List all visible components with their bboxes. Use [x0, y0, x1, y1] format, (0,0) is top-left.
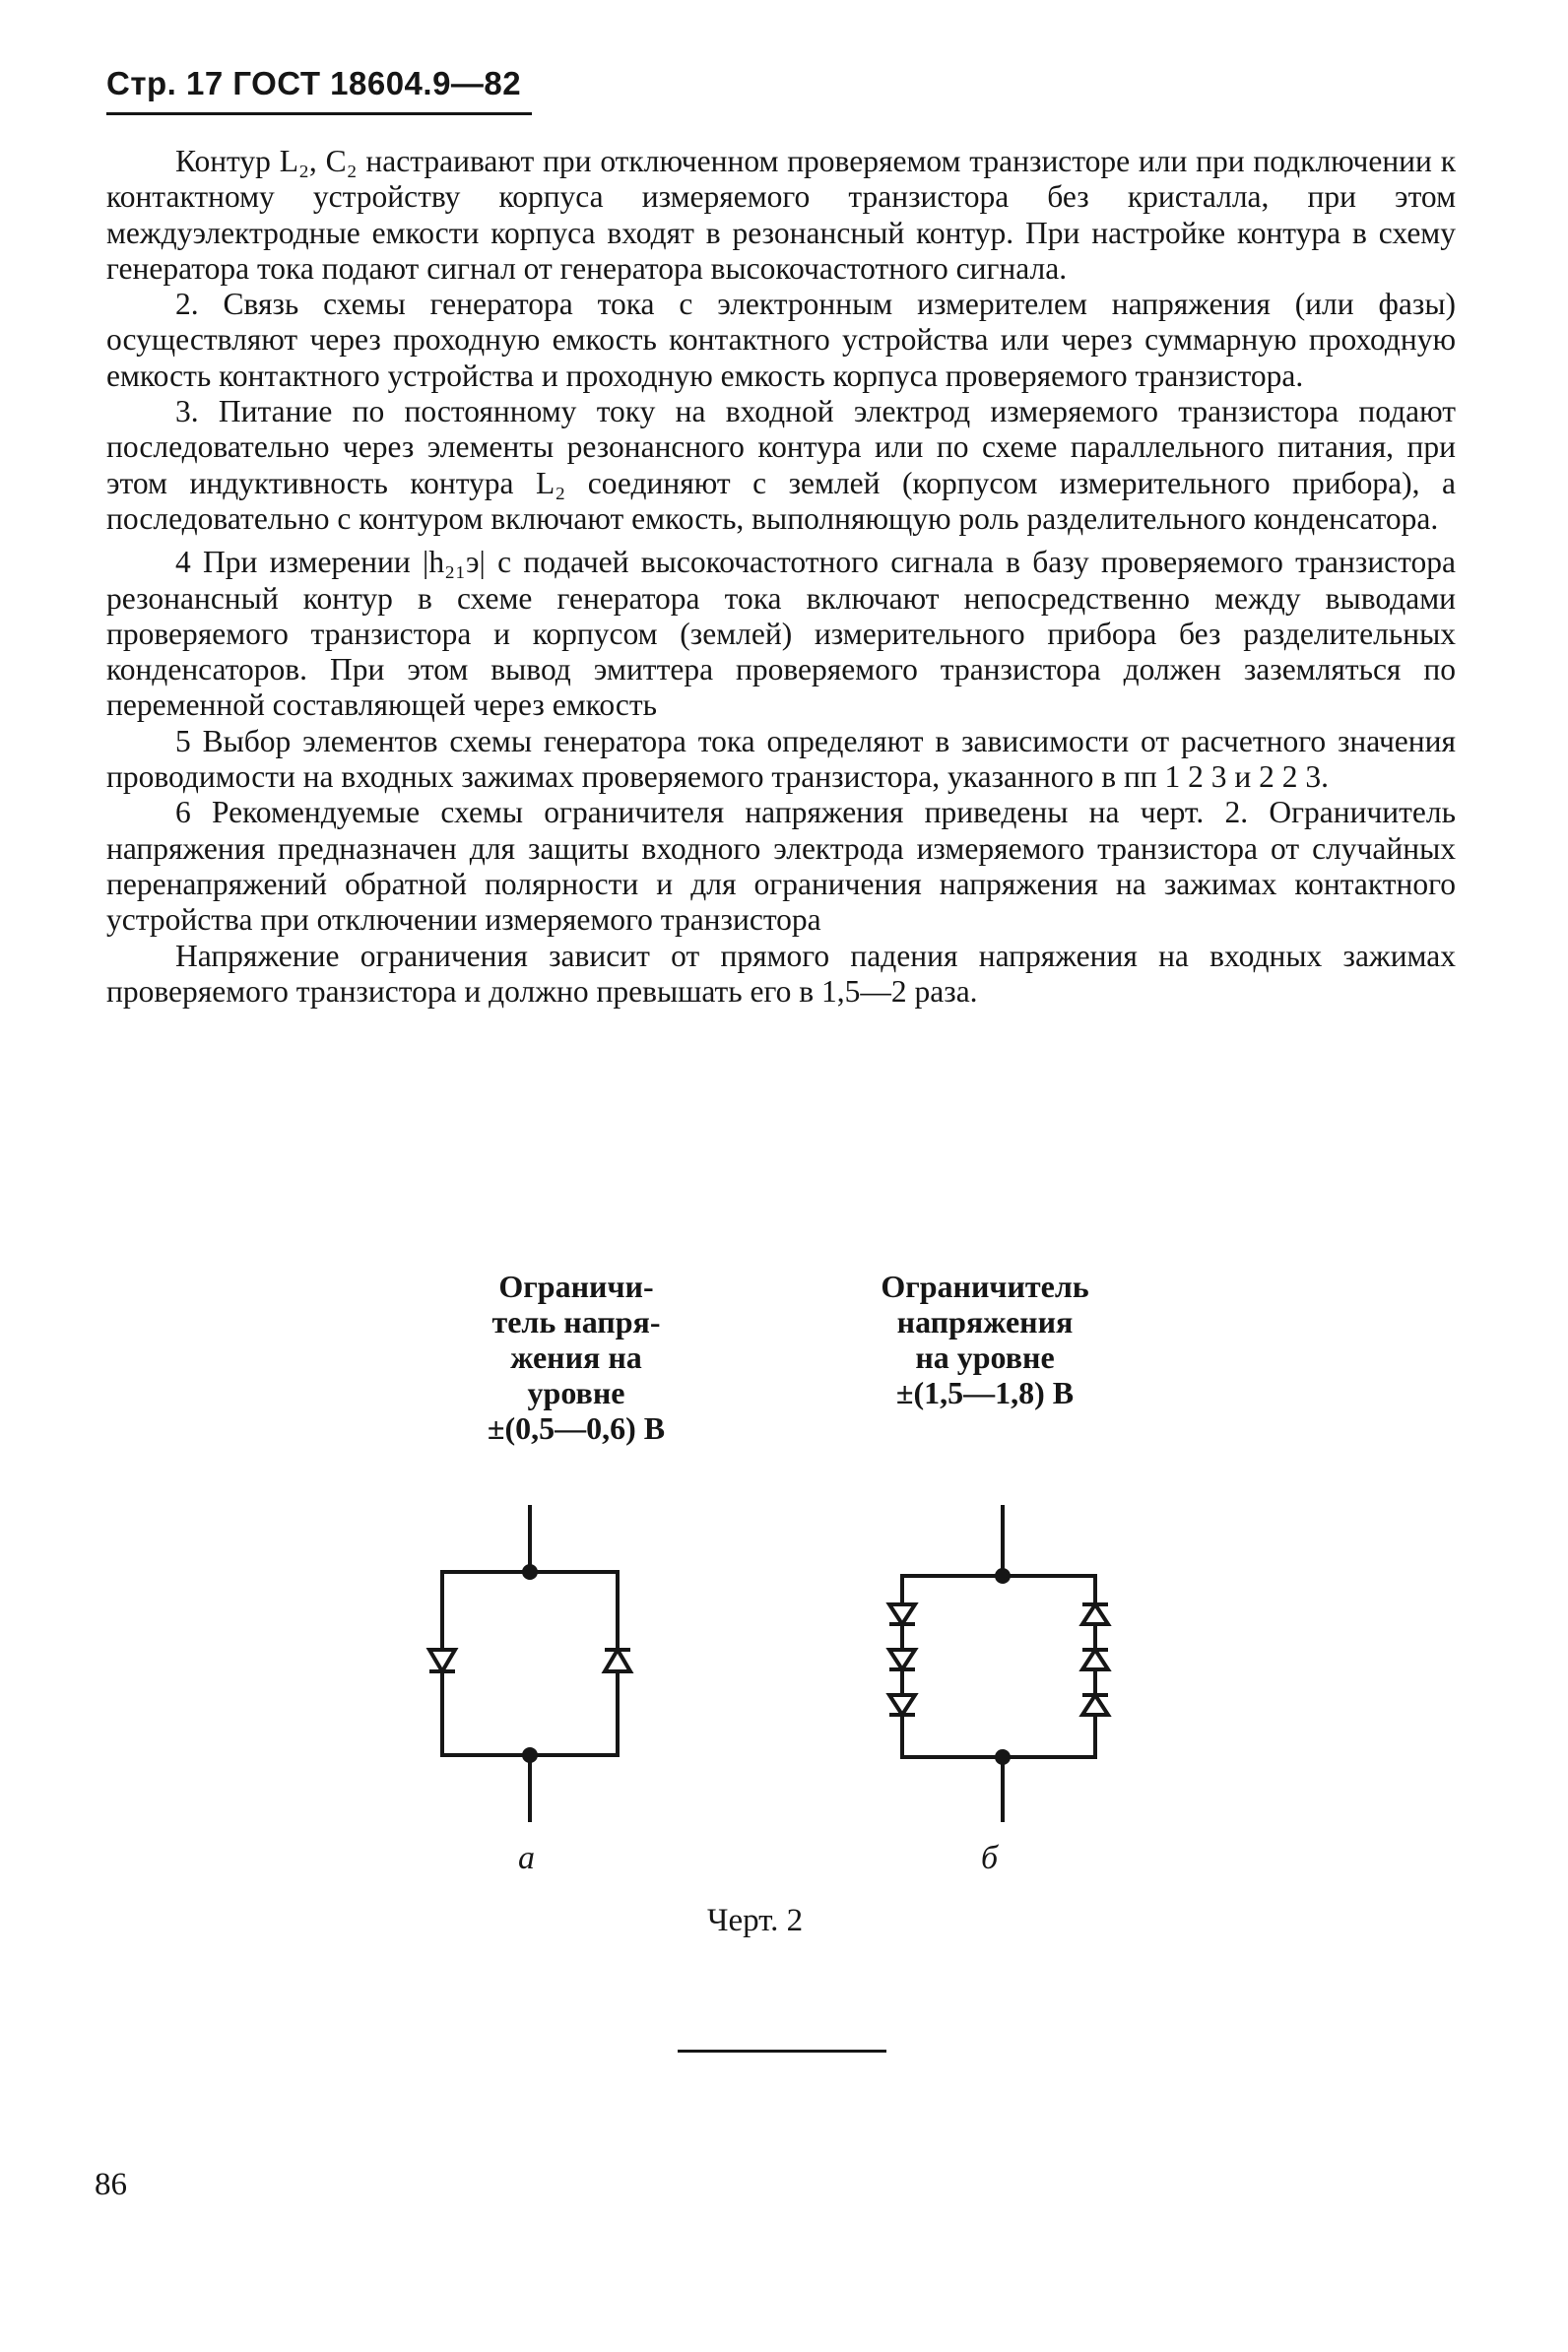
- caption-b-line: Ограничитель: [881, 1269, 1089, 1304]
- diode-down-icon: [429, 1650, 455, 1671]
- figure-caption-a: [463, 1269, 689, 1446]
- caption-a-line: уровне: [527, 1375, 625, 1410]
- caption-a-line: Ограничи-: [498, 1269, 654, 1304]
- diode-up-icon: [605, 1650, 630, 1671]
- circuit-a: [429, 1505, 630, 1822]
- paragraph-2: 2. Связь схемы генератора тока с электронным измерителем напряжения (или фазы) осуществляют через проходную емкость контактного устройства или через суммарную проходную емкость контактного устройства и проходную емкость корпуса проверяемого транзистора.: [106, 287, 1456, 393]
- figure-caption-b: [847, 1269, 1123, 1410]
- page-number: 86: [95, 2167, 127, 2202]
- limiter-schematics: [424, 1497, 1133, 1832]
- paragraph-4: 4 При измерении |h₂₁э| с подачей высокочастотного сигнала в базу проверяемого транзистора резонансный контур в схеме генератора тока включают непосредственно между выводами проверяемого транзистора и корпусом (землей) измерительного прибора без разделительных конденсаторов. При этом вывод эмиттера проверяемого транзистора должен заземляться по переменной составляющей через емкость: [106, 545, 1456, 723]
- caption-b-line: напряжения: [896, 1304, 1074, 1339]
- paragraph-6: 6 Рекомендуемые схемы ограничителя напряжения приведены на черт. 2. Ограничитель напряжения предназначен для защиты входного электрода измеряемого транзистора от случайных перенапряжений обратной полярности и для ограничения напряжения на зажимах контактного устройства при отключении измеряемого транзистора: [106, 795, 1456, 938]
- caption-a-line: тель напря-: [491, 1304, 661, 1339]
- paragraph-1: Контур L₂, C₂ настраивают при отключенном проверяемом транзисторе или при подключении к контактному устройству корпуса измеряемого транзистора без кристалла, при этом междуэлектродные емкости корпуса входят в резонансный контур. При настройке контура в схему генератора тока подают сигнал от генератора высокочастотного сигнала.: [106, 144, 1456, 286]
- body-text: [106, 144, 1456, 1010]
- figure-title: Черт. 2: [707, 1903, 804, 1938]
- figure-label-a: а: [518, 1840, 535, 1876]
- header-rule: [106, 112, 532, 115]
- caption-a-line: ±(0,5—0,6) В: [487, 1410, 666, 1446]
- diode-chain-down-icon: [889, 1604, 915, 1715]
- end-rule: [678, 2050, 886, 2053]
- diode-chain-up-icon: [1082, 1604, 1108, 1715]
- paragraph-5: 5 Выбор элементов схемы генератора тока определяют в зависимости от расчетного значения проводимости на входных зажимах проверяемого транзистора, указанного в пп 1 2 3 и 2 2 3.: [106, 723, 1456, 795]
- figure-label-b: б: [981, 1840, 999, 1876]
- page-header: Стр. 17 ГОСТ 18604.9—82: [106, 65, 522, 101]
- circuit-b: [889, 1505, 1108, 1822]
- paragraph-3: 3. Питание по постоянному току на входной электрод измеряемого транзистора подают последовательно через элементы резонансного контура или по схеме параллельного питания, при этом индуктивность контура L₂ соединяют с землей (корпусом измерительного прибора), а последовательно с контуром включают емкость, выполняющую роль разделительного конденсатора.: [106, 394, 1456, 536]
- caption-b-line: ±(1,5—1,8) В: [895, 1375, 1075, 1410]
- caption-b-line: на уровне: [915, 1339, 1055, 1375]
- caption-a-line: жения на: [510, 1339, 642, 1375]
- paragraph-7: Напряжение ограничения зависит от прямого падения напряжения на входных зажимах проверяемого транзистора и должно превышать его в 1,5—2 раза.: [106, 938, 1456, 1009]
